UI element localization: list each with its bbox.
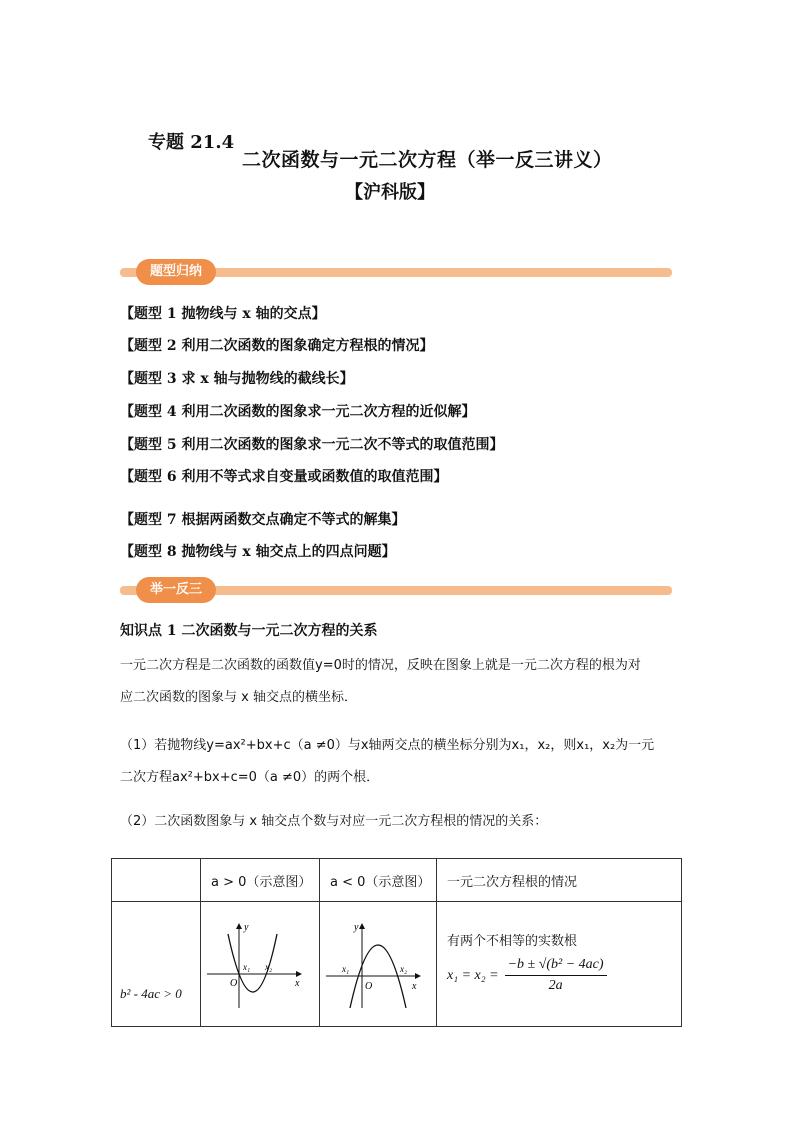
graph-label-origin: O (230, 978, 238, 989)
formula-fraction (505, 957, 607, 994)
graph-label-y: y (354, 922, 359, 933)
topic-item: 【题型 1 抛物线与 x 轴的交点】 (120, 306, 326, 322)
graph-label-x1: x₁ (243, 962, 251, 972)
page-title: 二次函数与一元二次方程（举一反三讲义） (242, 149, 613, 171)
formula-numerator: −b ± √(b² − 4ac) (505, 957, 607, 976)
topic-item: 【题型 8 抛物线与 x 轴交点上的四点问题】 (120, 544, 396, 560)
topic-item: 【题型 4 利用二次函数的图象求一元二次方程的近似解】 (120, 404, 476, 420)
table-condition: b² - 4ac > 0 (112, 902, 201, 1027)
topic-item: 【题型 3 求 x 轴与抛物线的截线长】 (120, 371, 354, 387)
section-band-topics (120, 258, 672, 286)
graph-cell-a-positive (201, 902, 320, 1027)
topic-item: 【题型 6 利用不等式求自变量或函数值的取值范围】 (120, 469, 448, 485)
graph-label-x1: x₁ (342, 964, 350, 974)
roots-cell (437, 902, 682, 1027)
table-header-roots: 一元二次方程根的情况 (437, 859, 682, 902)
table-header-empty (112, 859, 201, 902)
parabola-up-graph (201, 912, 309, 1012)
topic-item: 【题型 5 利用二次函数的图象求一元二次不等式的取值范围】 (120, 437, 504, 453)
paragraph-line: 应二次函数的图象与 x 轴交点的横坐标． (120, 690, 357, 705)
title-prefix: 专题 21.4 (148, 132, 235, 153)
graph-label-x: x (295, 978, 300, 989)
paragraph-line: 二次方程ax²+bx+c=0（a ≠0）的两个根． (120, 770, 380, 785)
page-subtitle: 【沪科版】 (345, 182, 435, 203)
roots-text: 有两个不相等的实数根 (447, 934, 578, 949)
section-band-examples (120, 576, 672, 604)
parabola-down-graph (320, 912, 426, 1012)
graph-label-x2: x₂ (265, 962, 273, 972)
topic-item: 【题型 7 根据两函数交点确定不等式的解集】 (120, 512, 406, 528)
section-tag-topics: 题型归纳 (136, 259, 216, 285)
topic-item: 【题型 2 利用二次函数的图象确定方程根的情况】 (120, 338, 434, 354)
knowledge-point-title: 知识点 1 二次函数与一元二次方程的关系 (120, 623, 378, 639)
paragraph-line: （2）二次函数图象与 x 轴交点个数与对应一元二次方程根的情况的关系： (120, 814, 548, 829)
table-header-a-positive: a > 0（示意图） (201, 859, 320, 902)
graph-label-x: x (412, 981, 417, 992)
relation-table (111, 858, 682, 1027)
quadratic-formula (447, 957, 681, 994)
section-tag-examples: 举一反三 (136, 577, 216, 603)
paragraph-line: （1）若抛物线y=ax²+bx+c（a ≠0）与x轴两交点的横坐标分别为x₁，x₂，则x₁，x₂为一元 (120, 738, 655, 753)
graph-label-x2: x₂ (400, 964, 408, 974)
paragraph-line: 一元二次方程是二次函数的函数值y=0时的情况，反映在图象上就是一元二次方程的根为对 (120, 658, 641, 673)
formula-denominator: 2a (548, 978, 563, 993)
graph-label-origin: O (365, 981, 373, 992)
graph-cell-a-negative (320, 902, 437, 1027)
formula-lhs: x₁ = x₂ = (447, 967, 499, 983)
graph-label-y: y (244, 922, 249, 933)
table-header-a-negative: a < 0（示意图） (320, 859, 437, 902)
